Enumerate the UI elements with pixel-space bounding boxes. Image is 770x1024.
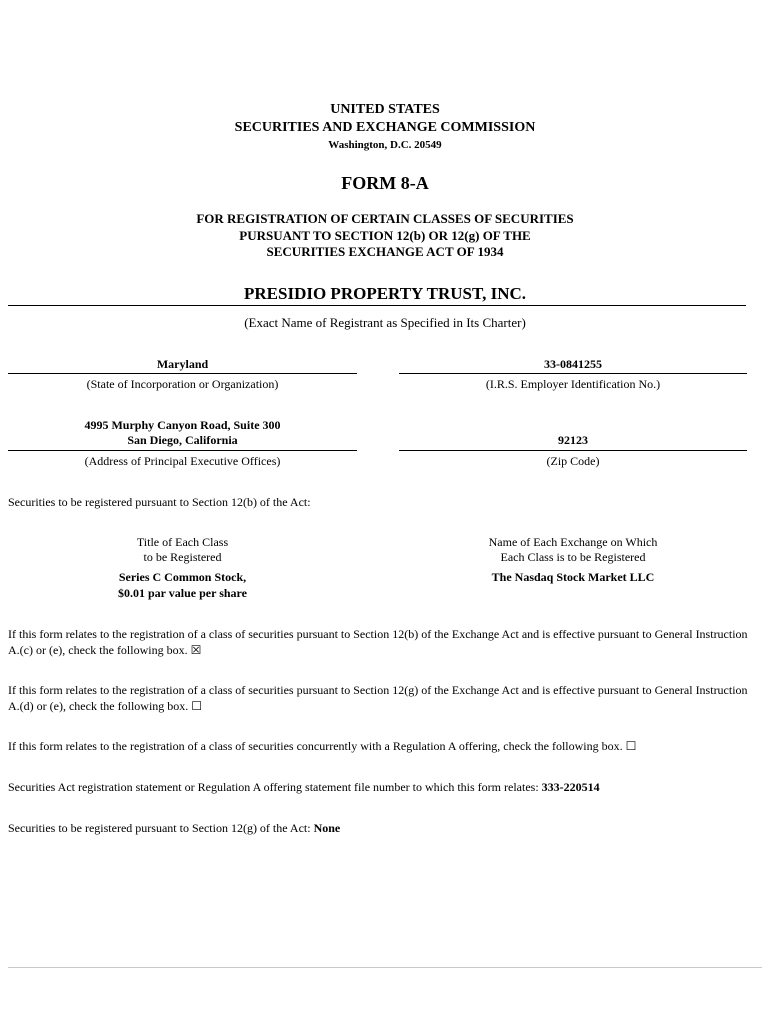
exchange-header-line2: Each Class is to be Registered bbox=[500, 550, 646, 564]
zip-caption: (Zip Code) bbox=[546, 454, 600, 468]
irs-caption: (I.R.S. Employer Identification No.) bbox=[485, 377, 661, 391]
state-value: Maryland bbox=[156, 357, 209, 371]
zip-rule bbox=[399, 450, 747, 451]
header-country: UNITED STATES bbox=[330, 102, 440, 117]
class-title-line1: Series C Common Stock, bbox=[118, 570, 247, 584]
file-number-value: 333-220514 bbox=[541, 780, 600, 794]
section12g-value: None bbox=[313, 821, 341, 835]
subtitle-line3: SECURITIES EXCHANGE ACT OF 1934 bbox=[266, 244, 504, 259]
state-rule bbox=[8, 373, 357, 374]
registrant-caption: (Exact Name of Registrant as Specified in Its Charter) bbox=[244, 315, 526, 330]
checkbox-12b-checked[interactable]: ☒ bbox=[190, 643, 202, 657]
form-title: FORM 8-A bbox=[341, 173, 429, 193]
irs-rule bbox=[399, 373, 747, 374]
address-line2: San Diego, California bbox=[127, 433, 238, 447]
page-footer-divider bbox=[8, 967, 762, 968]
checkbox-12g-unchecked[interactable]: ☐ bbox=[191, 699, 203, 713]
registrant-rule bbox=[8, 305, 746, 306]
exchange-name: The Nasdaq Stock Market LLC bbox=[491, 570, 655, 584]
section12b-intro: Securities to be registered pursuant to Section 12(b) of the Act: bbox=[8, 495, 311, 509]
section12g-paragraph bbox=[8, 820, 758, 836]
file-number-paragraph bbox=[8, 779, 758, 795]
class-header-line2: to be Registered bbox=[143, 550, 222, 564]
subtitle-line2: PURSUANT TO SECTION 12(b) OR 12(g) OF THE bbox=[239, 228, 531, 243]
address-rule bbox=[8, 450, 357, 451]
checkbox-paragraph-12g bbox=[8, 682, 758, 714]
checkbox-paragraph-rega bbox=[8, 738, 758, 754]
class-title-line2: $0.01 par value per share bbox=[117, 586, 247, 600]
zip-value: 92123 bbox=[558, 433, 588, 447]
address-line1: 4995 Murphy Canyon Road, Suite 300 bbox=[84, 418, 281, 432]
checkbox-paragraph-rega-text: If this form relates to the registration of a class of securities concurrently with a Regulation A offering, check the following box. bbox=[8, 739, 623, 753]
checkbox-paragraph-12b bbox=[8, 626, 758, 658]
address-caption: (Address of Principal Executive Offices) bbox=[84, 454, 281, 468]
header-commission: SECURITIES AND EXCHANGE COMMISSION bbox=[234, 120, 536, 135]
exchange-header-line1: Name of Each Exchange on Which bbox=[488, 535, 658, 549]
file-number-label: Securities Act registration statement or Regulation A offering statement file number to which this form relates: bbox=[8, 780, 539, 794]
class-header-line1: Title of Each Class bbox=[136, 535, 229, 549]
header-location: Washington, D.C. 20549 bbox=[328, 139, 442, 151]
checkbox-paragraph-12g-text: If this form relates to the registration of a class of securities pursuant to Section 12(g) of the Exchange Act and is effective pursuant to General Instruction A.(d) or (e), check the following box. bbox=[8, 683, 748, 713]
irs-value: 33-0841255 bbox=[544, 357, 602, 371]
checkbox-paragraph-12b-text: If this form relates to the registration of a class of securities pursuant to Section 12(b) of the Exchange Act and is effective pursuant to General Instruction A.(c) or (e), check the following box. bbox=[8, 627, 748, 657]
state-caption: (State of Incorporation or Organization) bbox=[86, 377, 279, 391]
checkbox-rega-unchecked[interactable]: ☐ bbox=[625, 739, 637, 753]
subtitle-line1: FOR REGISTRATION OF CERTAIN CLASSES OF SECURITIES bbox=[196, 211, 574, 226]
section12g-label: Securities to be registered pursuant to Section 12(g) of the Act: bbox=[8, 821, 311, 835]
registrant-name: PRESIDIO PROPERTY TRUST, INC. bbox=[244, 284, 526, 303]
